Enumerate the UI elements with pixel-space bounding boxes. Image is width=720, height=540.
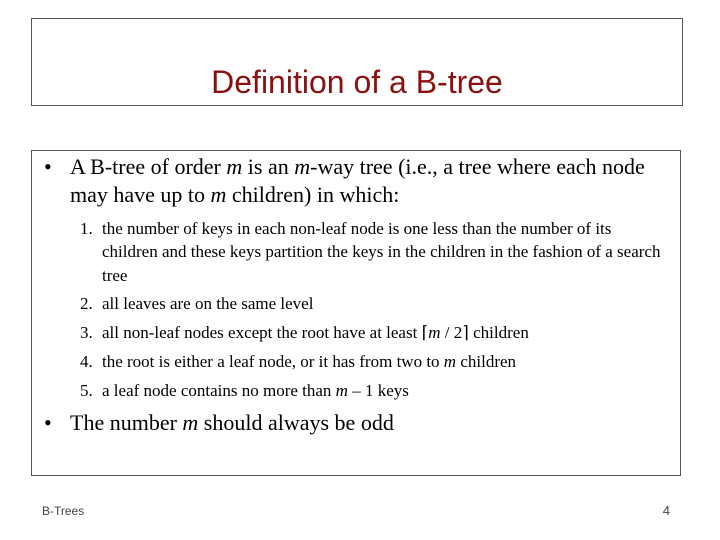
rule-number: 5. xyxy=(80,380,93,400)
variable-m: m xyxy=(210,182,227,207)
rule-number: 2. xyxy=(80,294,93,314)
text-fragment: children xyxy=(456,351,517,371)
slide-title: Definition of a B-tree xyxy=(211,64,503,100)
text-fragment: – 1 keys xyxy=(347,380,409,400)
bullet-odd-order xyxy=(44,409,664,437)
text-fragment: A B-tree of order xyxy=(70,154,227,179)
title-box xyxy=(31,18,683,106)
bullet-definition-text xyxy=(70,153,664,209)
variable-m: m xyxy=(226,154,243,179)
rule-item xyxy=(80,321,662,344)
text-fragment: the root is either a leaf node, or it has from two to xyxy=(102,351,444,371)
variable-m: m xyxy=(182,410,199,435)
rule-number: 4. xyxy=(80,351,93,371)
rules-list xyxy=(80,217,662,408)
rule-text: the number of keys in each non-leaf node is one less than the number of its children and these keys partition the keys in the children in the fashion of a search tree xyxy=(102,219,661,285)
text-fragment: is an xyxy=(242,154,295,179)
page-number: 4 xyxy=(662,503,670,518)
bullet-dot: • xyxy=(44,154,52,179)
rule-item xyxy=(80,379,662,402)
rule-item xyxy=(80,350,662,373)
rule-text xyxy=(102,323,529,342)
text-fragment: children xyxy=(468,323,529,343)
variable-m: m xyxy=(428,323,441,343)
rule-number: 1. xyxy=(80,219,93,238)
rule-text: all leaves are on the same level xyxy=(102,294,314,314)
rule-text xyxy=(102,381,409,400)
bullet-odd-order-text xyxy=(70,409,664,437)
text-fragment: should always be odd xyxy=(198,410,394,435)
footer-label: B-Trees xyxy=(42,504,85,518)
ceiling-close-symbol: ⌉ xyxy=(462,323,469,343)
rule-item xyxy=(80,217,662,287)
text-fragment: a leaf node contains no more than xyxy=(102,380,336,400)
bullet-definition xyxy=(44,153,664,209)
text-fragment: all non-leaf nodes except the root have at least xyxy=(102,323,422,343)
rule-number: 3. xyxy=(80,323,93,343)
text-fragment: The number xyxy=(70,410,183,435)
variable-m: m xyxy=(335,380,348,400)
text-fragment: / 2 xyxy=(440,323,463,343)
text-fragment: children) in which: xyxy=(226,182,400,207)
text-fragment: -way tree (i.e., a tree where each node may have up to xyxy=(70,154,645,207)
ceiling-open-symbol: ⌈ xyxy=(421,323,429,343)
variable-m: m xyxy=(294,154,311,179)
variable-m: m xyxy=(443,351,457,371)
rule-text xyxy=(102,352,516,371)
rule-item xyxy=(80,292,662,315)
bullet-dot: • xyxy=(44,410,52,435)
